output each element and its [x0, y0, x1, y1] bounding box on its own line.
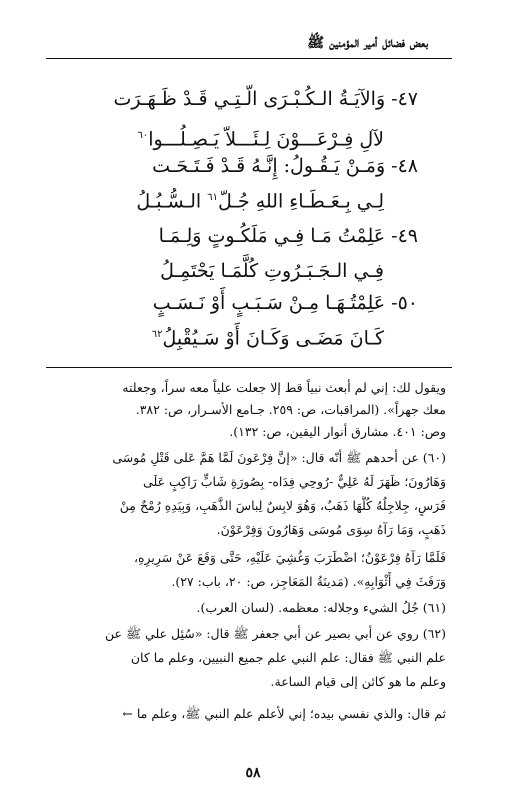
footnote-line: ويقول لك: إني لم أبعث نبياً قط إلا جعلت علياً معه سراً، وجعلته: [122, 380, 446, 395]
poem-line-1: ٤٧- وَالآيَـةُ الـكُـبْـرَى الّـتِـي قَـدْ ظَـهَـرَت: [113, 88, 418, 110]
footnote-line: علم النبي ﷺ فقال: علم النبي علم جميع النبيين، وعلم ما كان: [130, 650, 446, 665]
page-number: ٥٨: [245, 765, 261, 781]
poem-line-5: ٤٩- عَلِمْتُ مَـا فِـي مَلَكُـوتٍ وَلِـمَـا: [158, 225, 418, 247]
poem-line-7: ٥٠- عَلِمْتُـهَـا مِـنْ سَـبَـبٍ أَوْ نَـسَـبٍ: [152, 292, 418, 314]
footnote-line: وَرَفَثَ فِي أَثْوَابِهِ». (مَدينَةُ المَعَاجِز، ص: ٢٠، باب: ٢٧).: [171, 574, 446, 589]
footnote-line: ثم قال: والذي نفسي بيده؛ إني لأعلم علم النبي ﷺ، وعلم ما ←: [122, 706, 446, 721]
footnote-line: وص: ٤٠١. مشارق أنوار اليقين، ص: ١٣٢).: [229, 424, 446, 439]
footnote-ref-61[interactable]: ٦١: [207, 192, 218, 203]
footnote-line: (٦٢) روي عن أبي بصير عن أبي جعفر ﷺ قال: «سُئِل علي ﷺ عن: [105, 626, 446, 641]
footnote-line: فَلَمَّا رَآهُ فِرْعَوْنُ؛ اضْطَرَبَ وَغُشِيَ عَلَيْهِ، حَتَّى وَقَعَ عَنْ سَرِيرِهِ،: [133, 550, 446, 565]
header-divider: [46, 58, 452, 59]
footnote-line: (٦٠) عن أحدهم ﷺ أنّه قال: «إنَّ فِرْعَونَ لَمَّا هَمَّ عَلى قَتْلِ مُوسَى: [112, 450, 446, 465]
footnote-line: ذَهَبٍ، وَمَا رَآهُ سِوَى مُوسَى وَهَارُونَ وَفِرْعَوْنَ.: [216, 522, 446, 537]
footnote-line: فَرَسٍ، جِلاجِلُهُ كُلُّهَا ذَهَبٌ، وَهُوَ لابِسٌ لِباسَ الذَّهَبِ، وَبِيَدِهِ رُمْحٌ مِنْ: [119, 498, 446, 513]
poem-line-8: كَـانَ مَضَـى وَكَـانَ أَوْ سَـيُقْبِلُ$^{٦٢}$: [151, 327, 384, 350]
footnote-line: وعلم ما هو كائن إلى قيام الساعة.: [270, 674, 446, 689]
footnotes-divider: [46, 367, 452, 368]
footnote-line: (٦١) جُلُ الشيء وجلاله: معظمه. (لسان العرب).: [196, 600, 446, 615]
poem-line-6: فِـي الـجَـبَـرُوتِ كُلَّمَـا يَحْتَمِـلُ: [160, 260, 384, 282]
poem-line-4: لِـي بِـعَـطَـاءِ اللهِ جُـلّ$^{٦١}$ الـسُّـبُـلُ: [136, 190, 384, 213]
footnote-line: معك جهراً». (المراقبات، ص: ٢٥٩. جـامع الأسـرار، ص: ٣٨٢.: [135, 402, 446, 417]
footnote-line: وَهَارُونَ؛ ظَهَرَ لَهُ عَلِيٌّ -رُوحِي فِدَاه- بِصُورَةِ شَابٍّ رَاكِبٍ عَلَى: [143, 474, 446, 489]
poem-line-3: ٤٨- وَمَـنْ يَـقُـولُ: إِنَّـهُ قَـدْ فَـتَـحَـت: [152, 155, 418, 177]
poem-line-2: لآلِ فِـرْعَـــوْنَ لِـئَـــلاّ يَـصِـلُـــوا$^{٦٠}$: [137, 128, 384, 151]
footnote-ref-62[interactable]: ٦٢: [151, 329, 163, 340]
running-header: بعض فضائل أمير المؤمنين ﷺ: [307, 35, 428, 51]
footnote-ref-60[interactable]: ٦٠: [137, 130, 149, 141]
